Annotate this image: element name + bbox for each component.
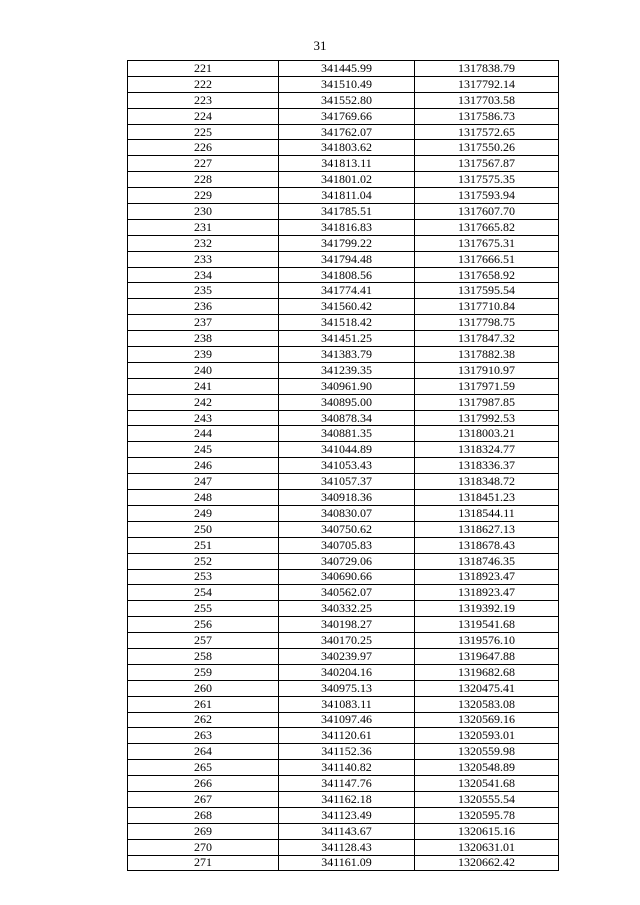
point-number-cell: 236 bbox=[128, 299, 279, 315]
x-coordinate-cell: 340204.16 bbox=[279, 664, 415, 680]
point-number-cell: 264 bbox=[128, 744, 279, 760]
y-coordinate-cell: 1317710.84 bbox=[415, 299, 559, 315]
y-coordinate-cell: 1317675.31 bbox=[415, 235, 559, 251]
y-coordinate-cell: 1317992.53 bbox=[415, 410, 559, 426]
x-coordinate-cell: 340239.97 bbox=[279, 648, 415, 664]
point-number-cell: 221 bbox=[128, 61, 279, 77]
y-coordinate-cell: 1317567.87 bbox=[415, 156, 559, 172]
table-row bbox=[128, 807, 559, 823]
x-coordinate-cell: 341383.79 bbox=[279, 347, 415, 363]
table-row bbox=[128, 521, 559, 537]
x-coordinate-cell: 341813.11 bbox=[279, 156, 415, 172]
point-number-cell: 240 bbox=[128, 362, 279, 378]
x-coordinate-cell: 341053.43 bbox=[279, 458, 415, 474]
x-coordinate-cell: 340961.90 bbox=[279, 378, 415, 394]
x-coordinate-cell: 340705.83 bbox=[279, 537, 415, 553]
table-row bbox=[128, 156, 559, 172]
point-number-cell: 263 bbox=[128, 728, 279, 744]
x-coordinate-cell: 340750.62 bbox=[279, 521, 415, 537]
x-coordinate-cell: 341097.46 bbox=[279, 712, 415, 728]
y-coordinate-cell: 1319541.68 bbox=[415, 617, 559, 633]
x-coordinate-cell: 341057.37 bbox=[279, 474, 415, 490]
y-coordinate-cell: 1320555.54 bbox=[415, 791, 559, 807]
table-row bbox=[128, 569, 559, 585]
table-row bbox=[128, 633, 559, 649]
y-coordinate-cell: 1319576.10 bbox=[415, 633, 559, 649]
point-number-cell: 238 bbox=[128, 331, 279, 347]
point-number-cell: 256 bbox=[128, 617, 279, 633]
table-row bbox=[128, 601, 559, 617]
table-row bbox=[128, 76, 559, 92]
table-row bbox=[128, 394, 559, 410]
table-row bbox=[128, 696, 559, 712]
y-coordinate-cell: 1317847.32 bbox=[415, 331, 559, 347]
y-coordinate-cell: 1320548.89 bbox=[415, 760, 559, 776]
point-number-cell: 266 bbox=[128, 776, 279, 792]
table-row bbox=[128, 124, 559, 140]
x-coordinate-cell: 341799.22 bbox=[279, 235, 415, 251]
point-number-cell: 259 bbox=[128, 664, 279, 680]
x-coordinate-cell: 341152.36 bbox=[279, 744, 415, 760]
x-coordinate-cell: 341239.35 bbox=[279, 362, 415, 378]
x-coordinate-cell: 341774.41 bbox=[279, 283, 415, 299]
point-number-cell: 245 bbox=[128, 442, 279, 458]
point-number-cell: 253 bbox=[128, 569, 279, 585]
table-row bbox=[128, 140, 559, 156]
y-coordinate-cell: 1318923.47 bbox=[415, 569, 559, 585]
x-coordinate-cell: 340830.07 bbox=[279, 505, 415, 521]
y-coordinate-cell: 1317792.14 bbox=[415, 76, 559, 92]
x-coordinate-cell: 341123.49 bbox=[279, 807, 415, 823]
point-number-cell: 242 bbox=[128, 394, 279, 410]
point-number-cell: 248 bbox=[128, 490, 279, 506]
x-coordinate-cell: 341120.61 bbox=[279, 728, 415, 744]
table-row bbox=[128, 490, 559, 506]
y-coordinate-cell: 1317882.38 bbox=[415, 347, 559, 363]
y-coordinate-cell: 1320475.41 bbox=[415, 680, 559, 696]
x-coordinate-cell: 341140.82 bbox=[279, 760, 415, 776]
point-number-cell: 249 bbox=[128, 505, 279, 521]
table-row bbox=[128, 283, 559, 299]
y-coordinate-cell: 1318627.13 bbox=[415, 521, 559, 537]
y-coordinate-cell: 1317593.94 bbox=[415, 188, 559, 204]
y-coordinate-cell: 1317572.65 bbox=[415, 124, 559, 140]
y-coordinate-cell: 1317666.51 bbox=[415, 251, 559, 267]
point-number-cell: 241 bbox=[128, 378, 279, 394]
table-row bbox=[128, 251, 559, 267]
table-row bbox=[128, 299, 559, 315]
point-number-cell: 246 bbox=[128, 458, 279, 474]
table-row bbox=[128, 680, 559, 696]
x-coordinate-cell: 341808.56 bbox=[279, 267, 415, 283]
y-coordinate-cell: 1320569.16 bbox=[415, 712, 559, 728]
x-coordinate-cell: 341162.18 bbox=[279, 791, 415, 807]
point-number-cell: 232 bbox=[128, 235, 279, 251]
table-row bbox=[128, 331, 559, 347]
x-coordinate-cell: 340690.66 bbox=[279, 569, 415, 585]
x-coordinate-cell: 341552.80 bbox=[279, 92, 415, 108]
point-number-cell: 269 bbox=[128, 823, 279, 839]
table-row bbox=[128, 728, 559, 744]
y-coordinate-cell: 1320615.16 bbox=[415, 823, 559, 839]
y-coordinate-cell: 1318923.47 bbox=[415, 585, 559, 601]
y-coordinate-cell: 1317595.54 bbox=[415, 283, 559, 299]
y-coordinate-cell: 1319647.88 bbox=[415, 648, 559, 664]
x-coordinate-cell: 340562.07 bbox=[279, 585, 415, 601]
point-number-cell: 270 bbox=[128, 839, 279, 855]
table-row bbox=[128, 839, 559, 855]
y-coordinate-cell: 1317665.82 bbox=[415, 219, 559, 235]
point-number-cell: 230 bbox=[128, 204, 279, 220]
x-coordinate-cell: 340881.35 bbox=[279, 426, 415, 442]
coordinates-table bbox=[127, 60, 559, 871]
x-coordinate-cell: 341762.07 bbox=[279, 124, 415, 140]
point-number-cell: 271 bbox=[128, 855, 279, 871]
y-coordinate-cell: 1320593.01 bbox=[415, 728, 559, 744]
y-coordinate-cell: 1318003.21 bbox=[415, 426, 559, 442]
point-number-cell: 227 bbox=[128, 156, 279, 172]
y-coordinate-cell: 1317703.58 bbox=[415, 92, 559, 108]
point-number-cell: 243 bbox=[128, 410, 279, 426]
point-number-cell: 231 bbox=[128, 219, 279, 235]
coordinates-table-body bbox=[128, 61, 559, 871]
table-row bbox=[128, 235, 559, 251]
y-coordinate-cell: 1317798.75 bbox=[415, 315, 559, 331]
point-number-cell: 229 bbox=[128, 188, 279, 204]
table-row bbox=[128, 315, 559, 331]
x-coordinate-cell: 340332.25 bbox=[279, 601, 415, 617]
y-coordinate-cell: 1320583.08 bbox=[415, 696, 559, 712]
point-number-cell: 267 bbox=[128, 791, 279, 807]
point-number-cell: 228 bbox=[128, 172, 279, 188]
y-coordinate-cell: 1317987.85 bbox=[415, 394, 559, 410]
x-coordinate-cell: 341801.02 bbox=[279, 172, 415, 188]
point-number-cell: 261 bbox=[128, 696, 279, 712]
point-number-cell: 223 bbox=[128, 92, 279, 108]
x-coordinate-cell: 341785.51 bbox=[279, 204, 415, 220]
y-coordinate-cell: 1317607.70 bbox=[415, 204, 559, 220]
table-row bbox=[128, 712, 559, 728]
y-coordinate-cell: 1317838.79 bbox=[415, 61, 559, 77]
point-number-cell: 233 bbox=[128, 251, 279, 267]
point-number-cell: 254 bbox=[128, 585, 279, 601]
table-row bbox=[128, 664, 559, 680]
y-coordinate-cell: 1317586.73 bbox=[415, 108, 559, 124]
table-row bbox=[128, 458, 559, 474]
table-row bbox=[128, 474, 559, 490]
point-number-cell: 268 bbox=[128, 807, 279, 823]
table-row bbox=[128, 648, 559, 664]
y-coordinate-cell: 1318451.23 bbox=[415, 490, 559, 506]
table-row bbox=[128, 442, 559, 458]
table-row bbox=[128, 362, 559, 378]
x-coordinate-cell: 341811.04 bbox=[279, 188, 415, 204]
x-coordinate-cell: 341161.09 bbox=[279, 855, 415, 871]
x-coordinate-cell: 340918.36 bbox=[279, 490, 415, 506]
point-number-cell: 252 bbox=[128, 553, 279, 569]
table-row bbox=[128, 585, 559, 601]
x-coordinate-cell: 341445.99 bbox=[279, 61, 415, 77]
page-number: 31 bbox=[313, 38, 327, 53]
point-number-cell: 251 bbox=[128, 537, 279, 553]
point-number-cell: 226 bbox=[128, 140, 279, 156]
x-coordinate-cell: 341147.76 bbox=[279, 776, 415, 792]
table-row bbox=[128, 426, 559, 442]
table-row bbox=[128, 61, 559, 77]
point-number-cell: 265 bbox=[128, 760, 279, 776]
table-row bbox=[128, 172, 559, 188]
y-coordinate-cell: 1318324.77 bbox=[415, 442, 559, 458]
y-coordinate-cell: 1317658.92 bbox=[415, 267, 559, 283]
point-number-cell: 237 bbox=[128, 315, 279, 331]
point-number-cell: 239 bbox=[128, 347, 279, 363]
x-coordinate-cell: 340729.06 bbox=[279, 553, 415, 569]
y-coordinate-cell: 1317550.26 bbox=[415, 140, 559, 156]
table-row bbox=[128, 378, 559, 394]
x-coordinate-cell: 341510.49 bbox=[279, 76, 415, 92]
point-number-cell: 247 bbox=[128, 474, 279, 490]
x-coordinate-cell: 340975.13 bbox=[279, 680, 415, 696]
x-coordinate-cell: 341560.42 bbox=[279, 299, 415, 315]
x-coordinate-cell: 341769.66 bbox=[279, 108, 415, 124]
point-number-cell: 244 bbox=[128, 426, 279, 442]
point-number-cell: 224 bbox=[128, 108, 279, 124]
y-coordinate-cell: 1318746.35 bbox=[415, 553, 559, 569]
point-number-cell: 258 bbox=[128, 648, 279, 664]
table-row bbox=[128, 855, 559, 871]
x-coordinate-cell: 341518.42 bbox=[279, 315, 415, 331]
point-number-cell: 234 bbox=[128, 267, 279, 283]
x-coordinate-cell: 341794.48 bbox=[279, 251, 415, 267]
table-row bbox=[128, 92, 559, 108]
table-row bbox=[128, 760, 559, 776]
y-coordinate-cell: 1318336.37 bbox=[415, 458, 559, 474]
table-row bbox=[128, 188, 559, 204]
point-number-cell: 262 bbox=[128, 712, 279, 728]
point-number-cell: 222 bbox=[128, 76, 279, 92]
y-coordinate-cell: 1319392.19 bbox=[415, 601, 559, 617]
x-coordinate-cell: 340878.34 bbox=[279, 410, 415, 426]
x-coordinate-cell: 341083.11 bbox=[279, 696, 415, 712]
y-coordinate-cell: 1319682.68 bbox=[415, 664, 559, 680]
x-coordinate-cell: 341044.89 bbox=[279, 442, 415, 458]
y-coordinate-cell: 1320541.68 bbox=[415, 776, 559, 792]
point-number-cell: 225 bbox=[128, 124, 279, 140]
x-coordinate-cell: 341128.43 bbox=[279, 839, 415, 855]
x-coordinate-cell: 340895.00 bbox=[279, 394, 415, 410]
y-coordinate-cell: 1318544.11 bbox=[415, 505, 559, 521]
table-row bbox=[128, 347, 559, 363]
point-number-cell: 257 bbox=[128, 633, 279, 649]
point-number-cell: 250 bbox=[128, 521, 279, 537]
table-row bbox=[128, 204, 559, 220]
table-row bbox=[128, 617, 559, 633]
table-row bbox=[128, 776, 559, 792]
x-coordinate-cell: 340170.25 bbox=[279, 633, 415, 649]
y-coordinate-cell: 1317910.97 bbox=[415, 362, 559, 378]
y-coordinate-cell: 1317971.59 bbox=[415, 378, 559, 394]
table-row bbox=[128, 791, 559, 807]
table-row bbox=[128, 505, 559, 521]
x-coordinate-cell: 340198.27 bbox=[279, 617, 415, 633]
table-row bbox=[128, 108, 559, 124]
table-row bbox=[128, 267, 559, 283]
table-row bbox=[128, 553, 559, 569]
x-coordinate-cell: 341816.83 bbox=[279, 219, 415, 235]
point-number-cell: 255 bbox=[128, 601, 279, 617]
x-coordinate-cell: 341451.25 bbox=[279, 331, 415, 347]
table-row bbox=[128, 537, 559, 553]
x-coordinate-cell: 341803.62 bbox=[279, 140, 415, 156]
y-coordinate-cell: 1320662.42 bbox=[415, 855, 559, 871]
y-coordinate-cell: 1318678.43 bbox=[415, 537, 559, 553]
table-row bbox=[128, 744, 559, 760]
point-number-cell: 260 bbox=[128, 680, 279, 696]
y-coordinate-cell: 1320595.78 bbox=[415, 807, 559, 823]
table-row bbox=[128, 410, 559, 426]
y-coordinate-cell: 1317575.35 bbox=[415, 172, 559, 188]
y-coordinate-cell: 1318348.72 bbox=[415, 474, 559, 490]
y-coordinate-cell: 1320559.98 bbox=[415, 744, 559, 760]
x-coordinate-cell: 341143.67 bbox=[279, 823, 415, 839]
table-row bbox=[128, 219, 559, 235]
table-row bbox=[128, 823, 559, 839]
point-number-cell: 235 bbox=[128, 283, 279, 299]
y-coordinate-cell: 1320631.01 bbox=[415, 839, 559, 855]
